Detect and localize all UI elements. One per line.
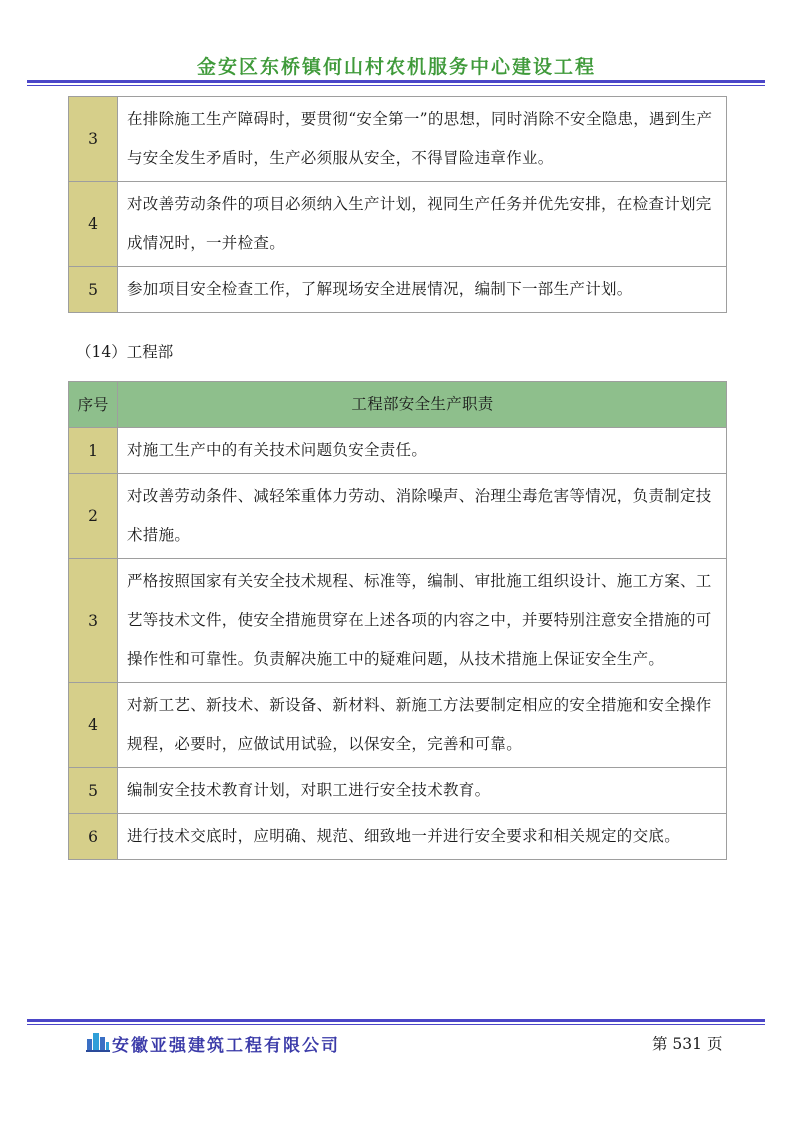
header-title: 工程部安全生产职责 (118, 382, 727, 428)
row-number: 5 (69, 768, 118, 814)
row-text: 参加项目安全检查工作，了解现场安全进展情况，编制下一部生产计划。 (118, 267, 727, 313)
row-number: 3 (69, 97, 118, 182)
row-text: 在排除施工生产障碍时，要贯彻“安全第一”的思想，同时消除不安全隐患，遇到生产与安全发生矛盾时，生产必须服从安全，不得冒险违章作业。 (118, 97, 727, 182)
table-row (69, 814, 727, 860)
header-rule-thick (27, 80, 765, 83)
page-header-title: 金安区东桥镇何山村农机服务中心建设工程 (196, 56, 596, 78)
table-row (69, 768, 727, 814)
table-row (69, 683, 727, 768)
row-number: 4 (69, 683, 118, 768)
row-text: 严格按照国家有关安全技术规程、标准等，编制、审批施工组织设计、施工方案、工艺等技术文件，使安全措施贯穿在上述各项的内容之中，并要特别注意安全措施的可操作性和可靠性。负责解决施工中的疑难问题，从技术措施上保证安全生产。 (118, 559, 727, 683)
header-rule-thin (27, 85, 765, 86)
row-number: 4 (69, 182, 118, 267)
table-row (69, 428, 727, 474)
table-header-row (69, 382, 727, 428)
row-number: 2 (69, 474, 118, 559)
row-number: 3 (69, 559, 118, 683)
row-text: 对施工生产中的有关技术问题负安全责任。 (118, 428, 727, 474)
header-number: 序号 (69, 382, 118, 428)
page-number: 第 531 页 (652, 1035, 723, 1053)
table-row (69, 474, 727, 559)
row-number: 5 (69, 267, 118, 313)
table-row (69, 97, 727, 182)
responsibility-table-continued (68, 96, 727, 313)
row-text: 对改善劳动条件的项目必须纳入生产计划，视同生产任务并优先安排，在检查计划完成情况时，一并检查。 (118, 182, 727, 267)
engineering-dept-table (68, 381, 727, 860)
table-row (69, 559, 727, 683)
row-text: 编制安全技术教育计划，对职工进行安全技术教育。 (118, 768, 727, 814)
row-number: 6 (69, 814, 118, 860)
company-logo-icon (86, 1030, 110, 1052)
table-row (69, 267, 727, 313)
table-row (69, 182, 727, 267)
row-text: 对改善劳动条件、减轻笨重体力劳动、消除噪声、治理尘毒危害等情况，负责制定技术措施。 (118, 474, 727, 559)
row-number: 1 (69, 428, 118, 474)
section-heading: （14）工程部 (76, 343, 174, 361)
footer-rule-thin (27, 1024, 765, 1025)
footer-rule-thick (27, 1019, 765, 1022)
row-text: 进行技术交底时，应明确、规范、细致地一并进行安全要求和相关规定的交底。 (118, 814, 727, 860)
row-text: 对新工艺、新技术、新设备、新材料、新施工方法要制定相应的安全措施和安全操作规程，必要时，应做试用试验，以保安全，完善和可靠。 (118, 683, 727, 768)
footer-company-name: 安徽亚强建筑工程有限公司 (112, 1036, 340, 1056)
